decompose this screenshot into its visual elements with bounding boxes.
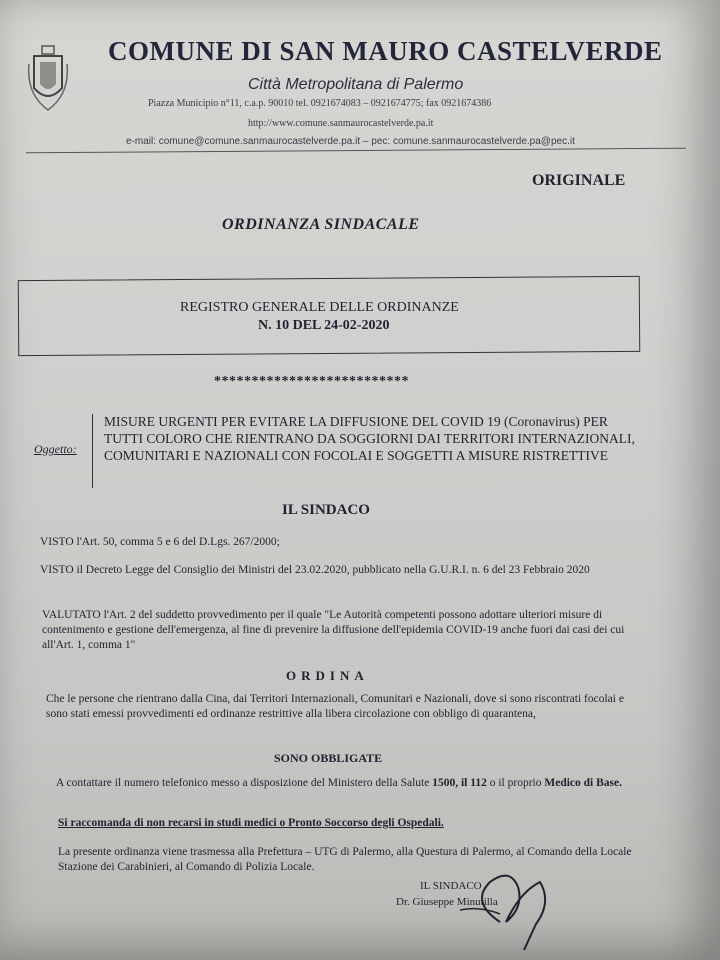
authority-heading: IL SINDACO	[282, 502, 370, 518]
recommendation: Si raccomanda di non recarsi in studi medici o Pronto Soccorso degli Ospedali.	[58, 817, 444, 829]
registry-title: REGISTRO GENERALE DELLE ORDINANZE	[180, 300, 459, 315]
contact-paragraph	[56, 776, 646, 791]
visto-paragraph-2: VISTO il Decreto Legge del Consiglio dei Ministri del 23.02.2020, pubblicato nella G.U.R.I. n. 6 del 23 Febbraio 2020	[40, 564, 590, 576]
registry-box	[18, 276, 641, 356]
ordina-paragraph: Che le persone che rientrano dalla Cina, dai Territori Internazionali, Comunitari e Nazionali, dove si sono riscontrati focolai e sono stati emessi provvedimenti ed ordinanze restrittive alla libera circolazione con obbligo di quarantena,	[46, 693, 624, 720]
contact-doctor: Medico di Base.	[544, 777, 622, 789]
separator-stars: **************************	[214, 374, 409, 389]
original-label: ORIGINALE	[532, 172, 626, 189]
transmission-paragraph: La presente ordinanza viene trasmessa alla Prefettura – UTG di Palermo, alla Questura di Palermo, al Comando della Locale Stazione dei Carabinieri, al Comando di Polizia Locale.	[58, 846, 632, 873]
contact-prefix: A contattare il numero telefonico messo a disposizione del Ministero della Salute	[56, 777, 433, 789]
header-divider	[26, 148, 686, 154]
signature-title: IL SINDACO	[420, 880, 482, 892]
valutato-paragraph: VALUTATO l'Art. 2 del suddetto provvedimento per il quale "Le Autorità competenti possono adottare ulteriori misure di contenimento e gestione dell'emergenza, al fine di prevenire la diffusione dell'epidemia COVID-19 anche fuori dai casi dei cui all'Art. 1, comma 1"	[42, 609, 625, 651]
visto-paragraph-1: VISTO l'Art. 50, comma 5 e 6 del D.Lgs. 267/2000;	[40, 536, 280, 548]
municipality-title: COMUNE DI SAN MAURO CASTELVERDE	[108, 36, 663, 66]
registry-number: N. 10 DEL 24-02-2020	[258, 318, 390, 333]
email-line: e-mail: comune@comune.sanmaurocastelverde.pa.it – pec: comune.sanmaurocastelverde.pa@pec.it	[126, 136, 575, 147]
ordina-heading: ORDINA	[286, 668, 369, 683]
subject-text: MISURE URGENTI PER EVITARE LA DIFFUSIONE DEL COVID 19 (Coronavirus) PER TUTTI COLORO CHE RIENTRANO DA SOGGIORNI DAI TERRITORI INTERNAZIONALI, COMUNITARI E NAZIONALI CON FOCOLAI E SOGGETTI A MISURE RISTRETTIVE	[104, 414, 635, 463]
website-line: http://www.comune.sanmaurocastelverde.pa.it	[248, 118, 434, 129]
subject-divider	[92, 414, 93, 488]
signature-name: Dr. Giuseppe Minutilla	[396, 896, 498, 908]
document-type: ORDINANZA SINDACALE	[222, 216, 420, 233]
subject-label: Oggetto:	[34, 442, 77, 456]
handwritten-signature-icon	[440, 862, 560, 952]
contact-middle: o il proprio	[486, 777, 545, 789]
contact-numbers: 1500, il 112	[432, 777, 487, 789]
obligated-heading: SONO OBBLIGATE	[274, 751, 383, 765]
address-line: Piazza Municipio n°11, c.a.p. 90010 tel. 0921674083 – 0921674775; fax 0921674386	[148, 98, 492, 109]
metropolitan-city: Città Metropolitana di Palermo	[248, 76, 464, 93]
municipal-crest-icon	[26, 44, 70, 114]
